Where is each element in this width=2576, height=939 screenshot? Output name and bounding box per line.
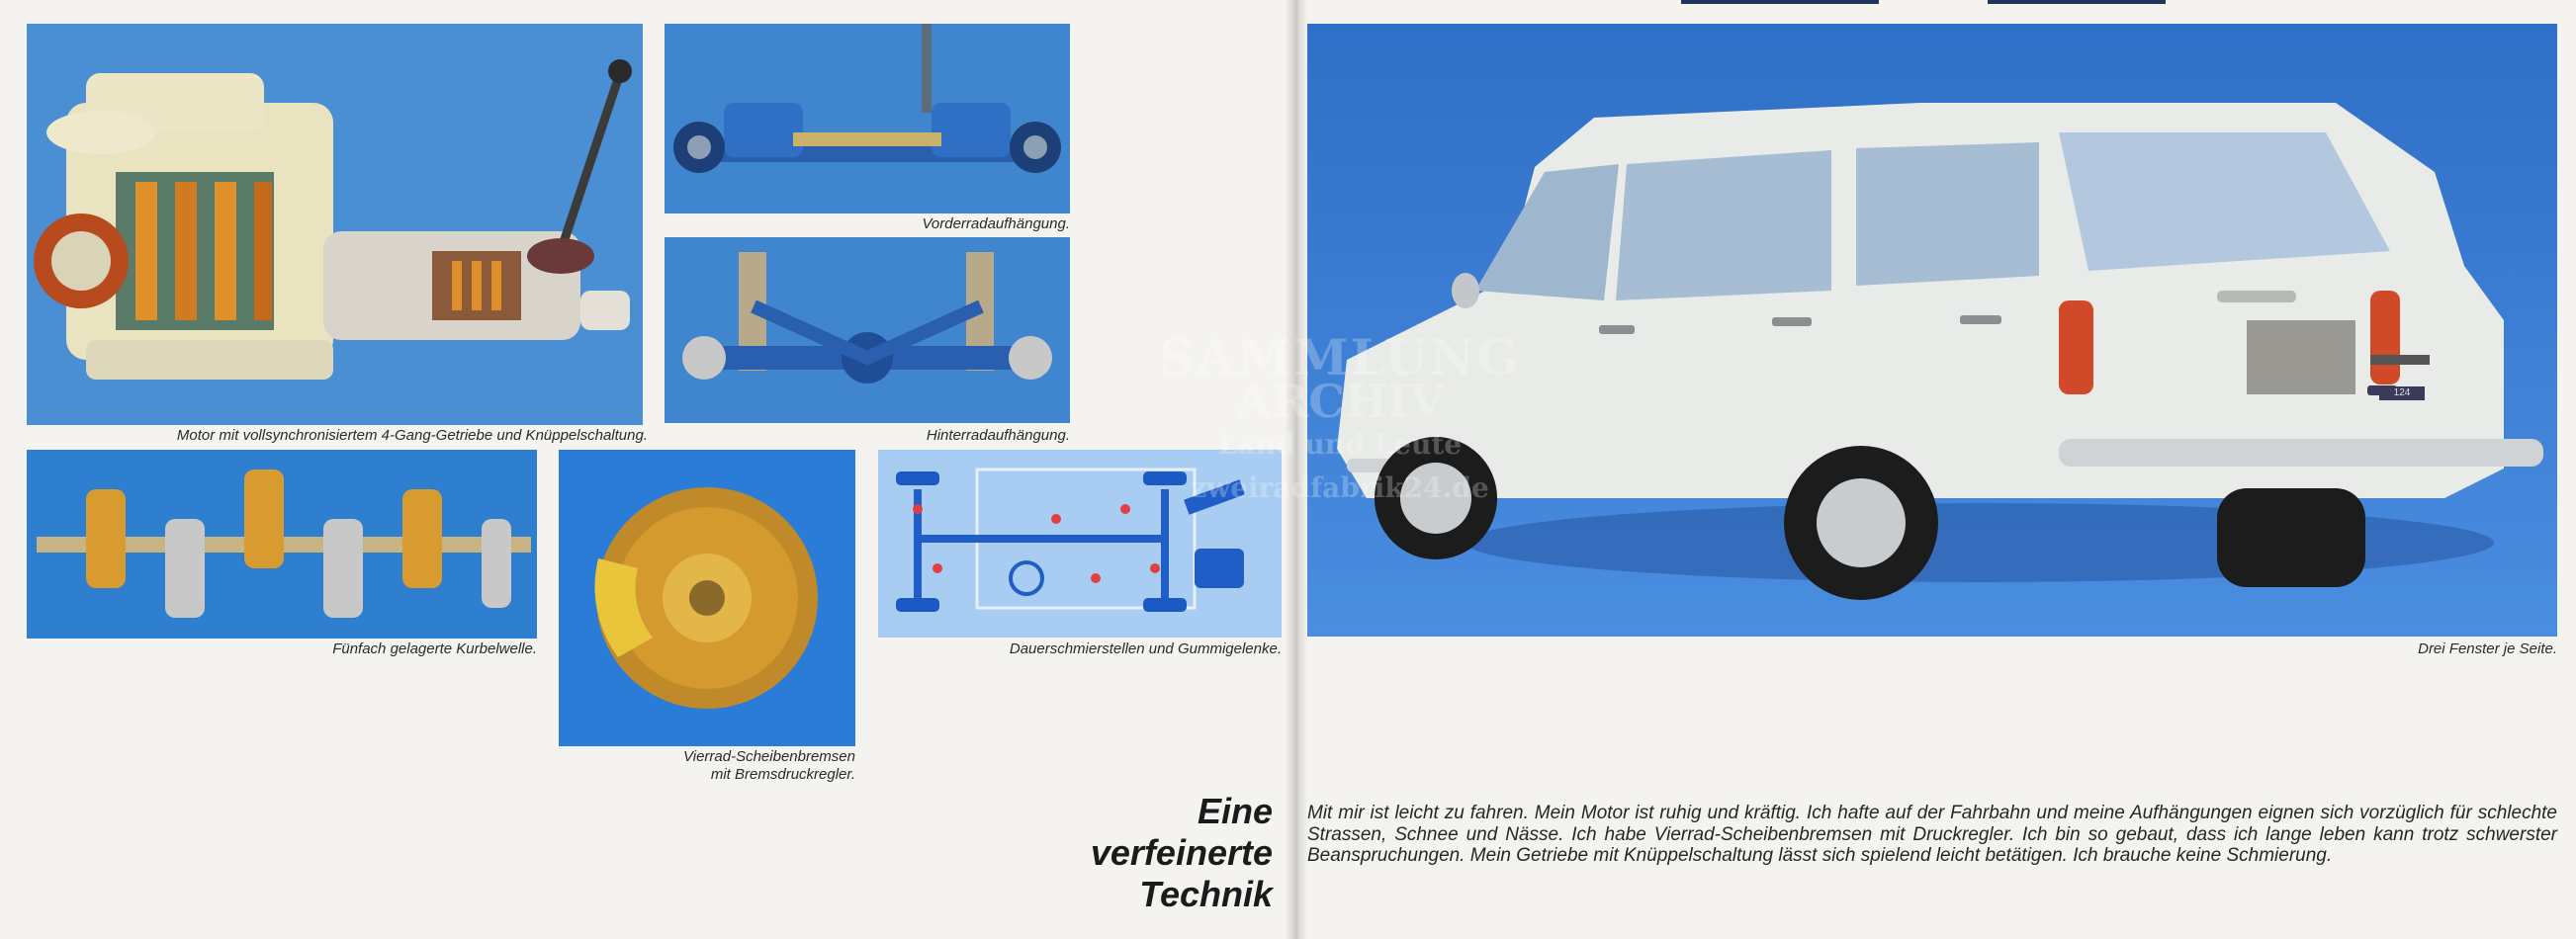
top-edge-strip: [1988, 0, 2166, 4]
station-wagon-photo: [1307, 24, 2557, 637]
body-text: Mit mir ist leicht zu fahren. Mein Motor ist ruhig und kräftig. Ich hafte auf der Fahrbahn und meine Aufhängungen eignen sich vorzüglich für schlechte Strassen, Schnee und Nässe. Ich habe Vierrad-Scheibenbremsen mit Druckregler. Ich bin so gebaut, dass ich lange leben kann trotz schwerster Beanspruchungen. Mein Getriebe mit Knüppelschaltung lässt sich spielend leicht betätigen. Ich brauche keine Schmierung.: [1307, 803, 2557, 866]
crankshaft-photo: [27, 450, 537, 639]
headline-line2: verfeinerte: [1090, 832, 1273, 873]
watermark-line1: SAMMLUNG: [1158, 328, 1522, 386]
page-fold: [1286, 0, 1307, 939]
disc-brake-photo: [559, 450, 855, 746]
headline-line1: Eine: [1197, 791, 1273, 831]
disc-brake-caption-line1: Vierrad-Scheibenbremsen: [683, 748, 855, 765]
front-suspension-photo: [665, 24, 1070, 213]
top-edge-strip: [1681, 0, 1879, 4]
rear-suspension-caption: Hinterradaufhängung.: [926, 427, 1070, 444]
engine-photo: [27, 24, 643, 425]
chassis-diagram: [878, 450, 1282, 638]
crankshaft-caption: Fünfach gelagerte Kurbelwelle.: [332, 640, 537, 657]
disc-brake-caption: [559, 748, 855, 784]
headline-line3: Technik: [1139, 874, 1273, 914]
chassis-diagram-caption: Dauerschmierstellen und Gummigelenke.: [1009, 640, 1282, 657]
watermark-line4: zweiradfabrik24.de: [1191, 471, 1489, 504]
watermark-line2: ARCHIV: [1235, 375, 1445, 428]
disc-brake-caption-line2: mit Bremsdruckregler.: [710, 766, 855, 783]
car-photo-caption: Drei Fenster je Seite.: [2418, 640, 2557, 657]
model-badge: 124: [2379, 386, 2425, 400]
watermark-line3: Land und Leute: [1217, 428, 1463, 461]
engine-caption: Motor mit vollsynchronisiertem 4-Gang-Getriebe und Knüppelschaltung.: [176, 427, 648, 444]
rear-suspension-photo: [665, 237, 1070, 423]
headline: [1016, 791, 1273, 915]
front-suspension-caption: Vorderradaufhängung.: [922, 215, 1070, 232]
